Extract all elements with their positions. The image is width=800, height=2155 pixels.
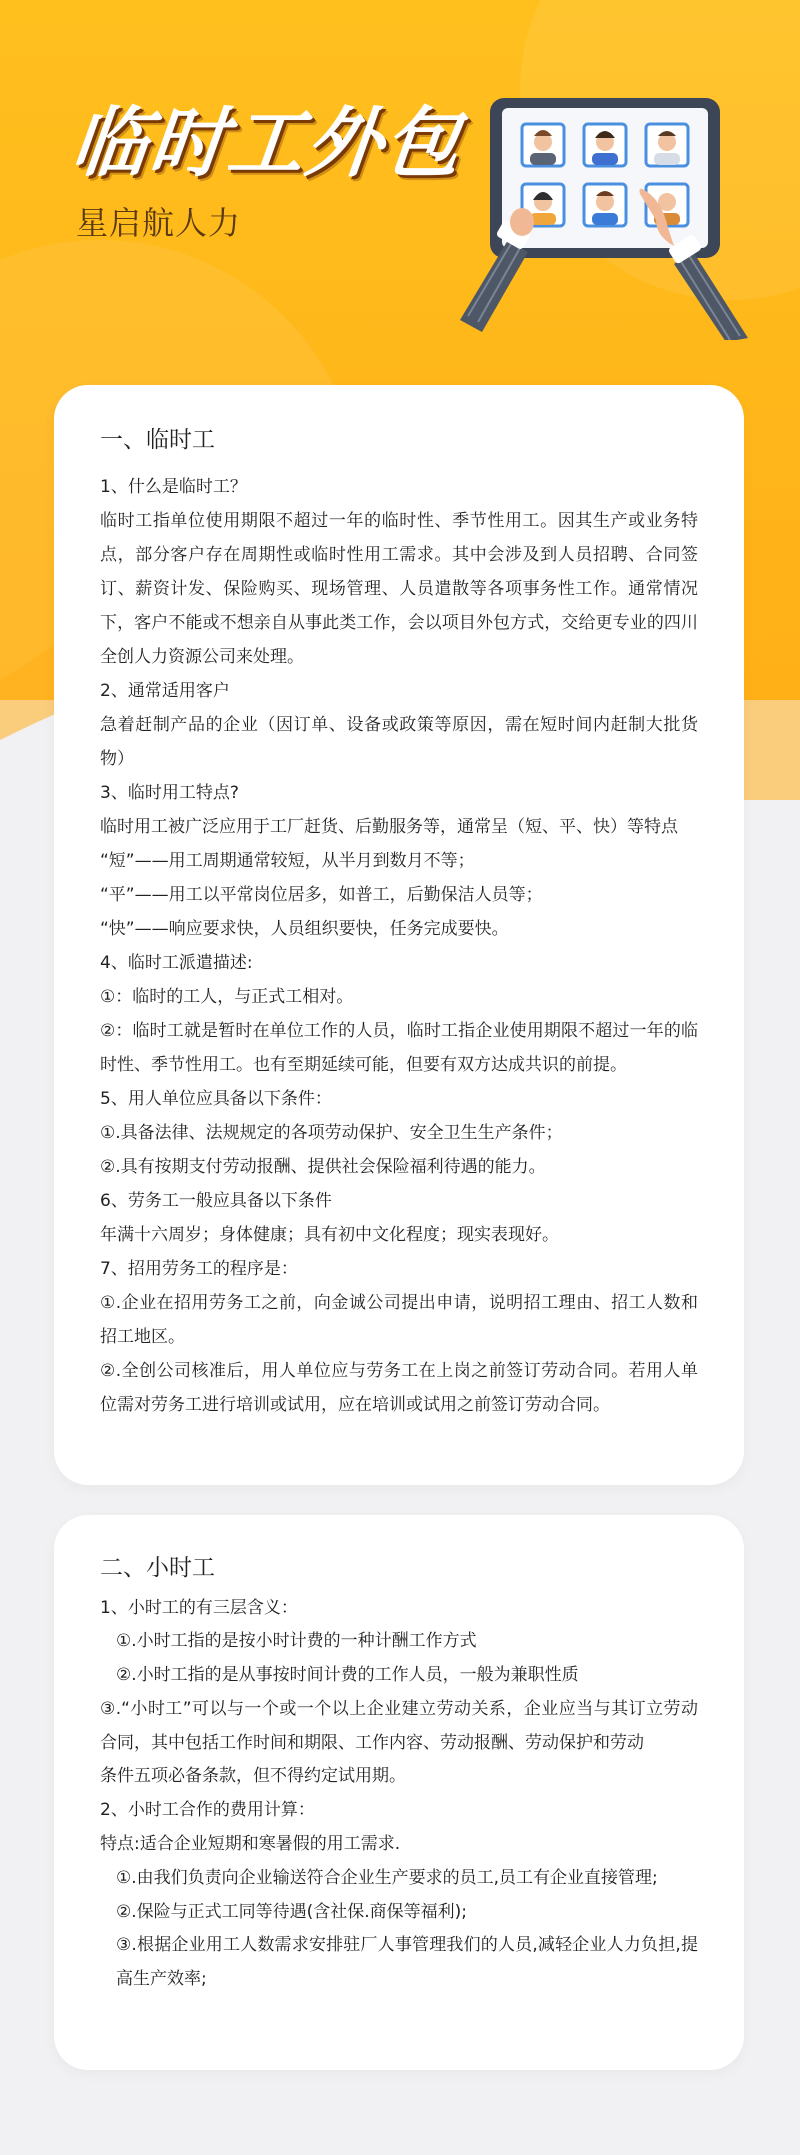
avatar-icon xyxy=(522,124,564,166)
page-title: 临时工外包 xyxy=(67,98,467,187)
section-paragraph: ②.保险与正式工同等待遇(含社保.商保等福利); xyxy=(116,1901,468,1922)
section-paragraph: 1、小时工的有三层含义： xyxy=(100,1597,298,1618)
section-paragraph: 急着赶制产品的企业（因订单、设备或政策等原因，需在短时间内赶制大批货物） xyxy=(100,714,698,769)
section-paragraph: 2、通常适用客户 xyxy=(100,680,230,701)
page-subtitle: 星启航人力 xyxy=(76,204,242,242)
avatar-icon xyxy=(584,124,626,166)
section-paragraph: “平”——用工以平常岗位居多，如普工，后勤保洁人员等； xyxy=(100,884,543,905)
section-paragraph: 7、招用劳务工的程序是： xyxy=(100,1258,298,1279)
section-paragraph: 临时工指单位使用期限不超过一年的临时性、季节性用工。因其生产或业务特点，部分客户存在周期性或临时性用工需求。其中会涉及到人员招聘、合同签订、薪资计发、保险购买、现场管理、人员遣散等各项事务性工作。通常情况下，客户不能或不想亲自从事此类工作，会以项目外包方式，交给更专业的四川全创人力资源公司来处理。 xyxy=(100,510,698,667)
section-paragraph: ①.具备法律、法规规定的各项劳动保护、安全卫生生产条件； xyxy=(100,1122,563,1143)
section-paragraph: ①：临时的工人，与正式工相对。 xyxy=(100,986,354,1007)
section-paragraph: 5、用人单位应具备以下条件： xyxy=(100,1088,332,1109)
section-paragraph: ③.“小时工”可以与一个或一个以上企业建立劳动关系，企业应当与其订立劳动合同，其中包括工作时间和期限、工作内容、劳动报酬、劳动保护和劳动 xyxy=(100,1698,698,1753)
section-paragraph: 4、临时工派遣描述: xyxy=(100,952,253,973)
section-paragraph: 1、什么是临时工？ xyxy=(100,476,247,497)
section-paragraph: 特点:适合企业短期和寒暑假的用工需求. xyxy=(100,1834,401,1855)
section-paragraph: 2、小时工合作的费用计算： xyxy=(100,1800,315,1821)
section-paragraph: ②.全创公司核准后，用人单位应与劳务工在上岗之前签订劳动合同。若用人单位需对劳务工进行培训或试用，应在培训或试用之前签订劳动合同。 xyxy=(100,1360,698,1415)
section-paragraph: ②：临时工就是暂时在单位工作的人员，临时工指企业使用期限不超过一年的临时性、季节性用工。也有至期延续可能，但要有双方达成共识的前提。 xyxy=(100,1020,698,1075)
section-paragraph: ③.根据企业用工人数需求安排驻厂人事管理我们的人员,减轻企业人力负担,提高生产效率; xyxy=(116,1935,698,1990)
section-paragraph: 条件五项必备条款，但不得约定试用期。 xyxy=(100,1766,406,1787)
section-heading: 二、小时工 xyxy=(100,1555,215,1581)
section-paragraph: ①.小时工指的是按小时计费的一种计酬工作方式 xyxy=(116,1631,477,1652)
section-paragraph: “快”——响应要求快，人员组织要快，任务完成要快。 xyxy=(100,918,509,939)
tablet-illustration xyxy=(430,80,770,340)
section-heading: 一、临时工 xyxy=(100,427,215,453)
section-paragraph: “短”——用工周期通常较短，从半月到数月不等； xyxy=(100,850,475,871)
section-paragraph: 6、劳务工一般应具备以下条件 xyxy=(100,1190,332,1211)
section-paragraph: 年满十六周岁；身体健康；具有初中文化程度；现实表现好。 xyxy=(100,1224,559,1245)
section-temporary-workers xyxy=(54,385,744,1485)
section-hourly-workers xyxy=(54,1515,744,2070)
section-paragraph: ②.小时工指的是从事按时间计费的工作人员，一般为兼职性质 xyxy=(116,1665,579,1686)
section-paragraph: ②.具有按期支付劳动报酬、提供社会保险福利待遇的能力。 xyxy=(100,1156,546,1177)
section-paragraph: 3、临时用工特点? xyxy=(100,782,239,803)
avatar-icon xyxy=(584,184,626,226)
section-paragraph: ①.企业在招用劳务工之前，向金诚公司提出申请，说明招工理由、招工人数和招工地区。 xyxy=(100,1292,698,1347)
avatar-icon xyxy=(646,124,688,166)
section-paragraph: ①.由我们负责向企业输送符合企业生产要求的员工,员工有企业直接管理; xyxy=(116,1867,658,1888)
section-paragraph: 临时用工被广泛应用于工厂赶货、后勤服务等，通常呈（短、平、快）等特点 xyxy=(100,816,678,837)
